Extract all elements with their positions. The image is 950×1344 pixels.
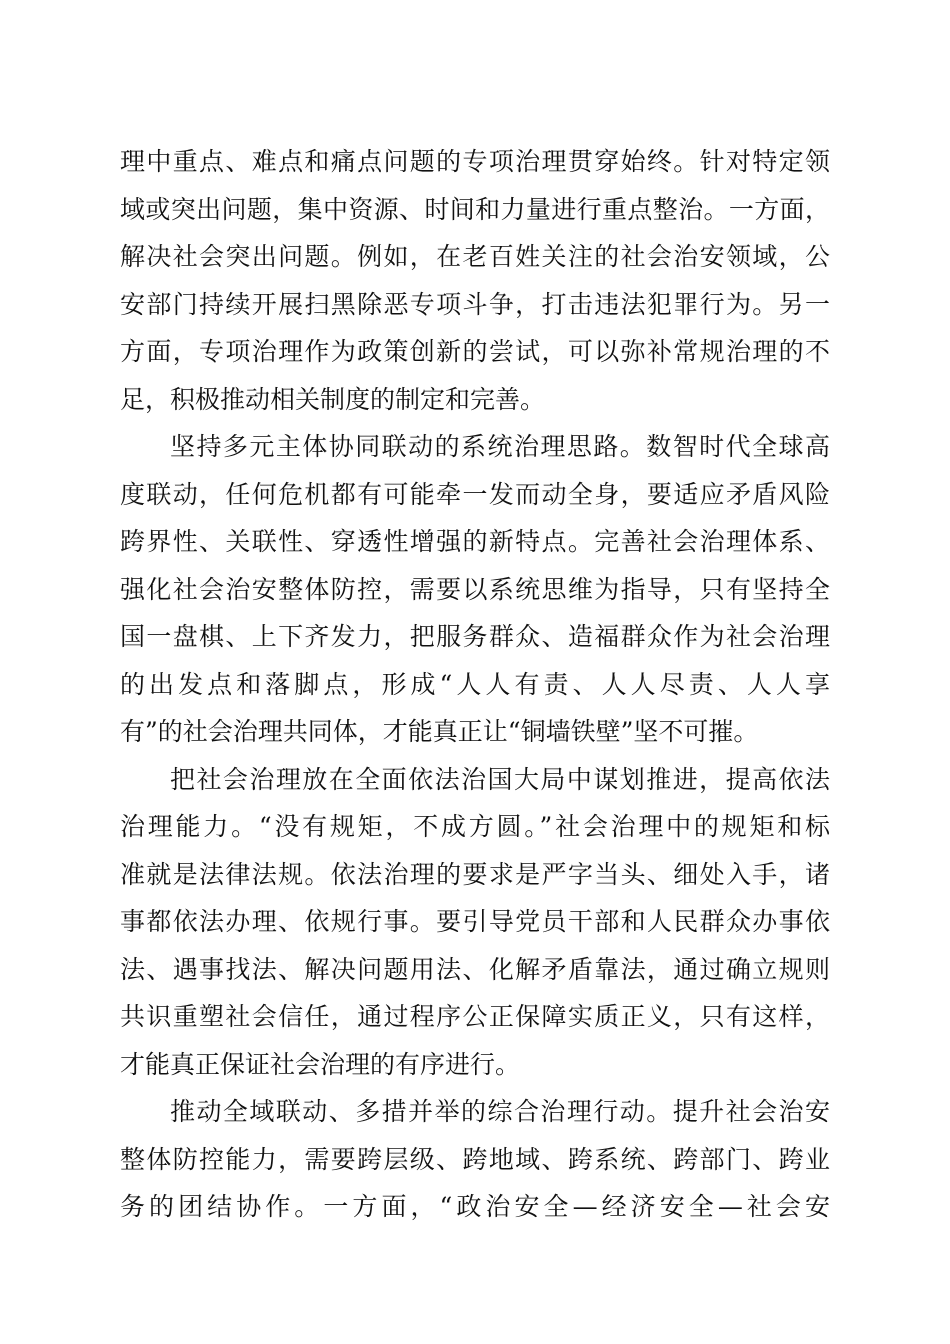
text-line: 准就是法律法规。依法治理的要求是严字当头、细处入手，诸 [120, 860, 830, 889]
text-line: 度联动，任何危机都有可能牵一发而动全身，要适应矛盾风险 [120, 480, 830, 509]
text-line: 安部门持续开展扫黑除恶专项斗争，打击违法犯罪行为。另一 [120, 290, 830, 319]
text-line: 治理能力。“没有规矩，不成方圆。”社会治理中的规矩和标 [120, 812, 830, 841]
text-line: 法、遇事找法、解决问题用法、化解矛盾靠法，通过确立规则 [120, 955, 830, 984]
text-line: 的出发点和落脚点，形成“人人有责、人人尽责、人人享 [120, 670, 830, 699]
text-line: 才能真正保证社会治理的有序进行。 [120, 1050, 521, 1079]
text-line: 有”的社会治理共同体，才能真正让“铜墙铁壁”坚不可摧。 [120, 717, 759, 746]
text-line: 理中重点、难点和痛点问题的专项治理贯穿始终。针对特定领 [120, 147, 830, 176]
text-line: 方面，专项治理作为政策创新的尝试，可以弥补常规治理的不 [120, 337, 830, 366]
text-line: 推动全域联动、多措并举的综合治理行动。提升社会治安 [170, 1097, 830, 1126]
text-line: 解决社会突出问题。例如，在老百姓关注的社会治安领域，公 [120, 242, 830, 271]
text-line: 域或突出问题，集中资源、时间和力量进行重点整治。一方面， [120, 195, 830, 224]
text-line: 务的团结协作。一方面，“政治安全—经济安全—社会安 [120, 1192, 830, 1221]
text-line: 共识重塑社会信任，通过程序公正保障实质正义，只有这样， [120, 1002, 830, 1031]
text-line: 国一盘棋、上下齐发力，把服务群众、造福群众作为社会治理 [120, 622, 830, 651]
text-line: 坚持多元主体协同联动的系统治理思路。数智时代全球高 [170, 432, 830, 461]
text-line: 足，积极推动相关制度的制定和完善。 [120, 385, 546, 414]
text-line: 强化社会治安整体防控，需要以系统思维为指导，只有坚持全 [120, 575, 830, 604]
text-line: 把社会治理放在全面依法治国大局中谋划推进，提高依法 [170, 765, 830, 794]
text-line: 整体防控能力，需要跨层级、跨地域、跨系统、跨部门、跨业 [120, 1145, 830, 1174]
text-line: 事都依法办理、依规行事。要引导党员干部和人民群众办事依 [120, 907, 830, 936]
text-line: 跨界性、关联性、穿透性增强的新特点。完善社会治理体系、 [120, 527, 830, 556]
